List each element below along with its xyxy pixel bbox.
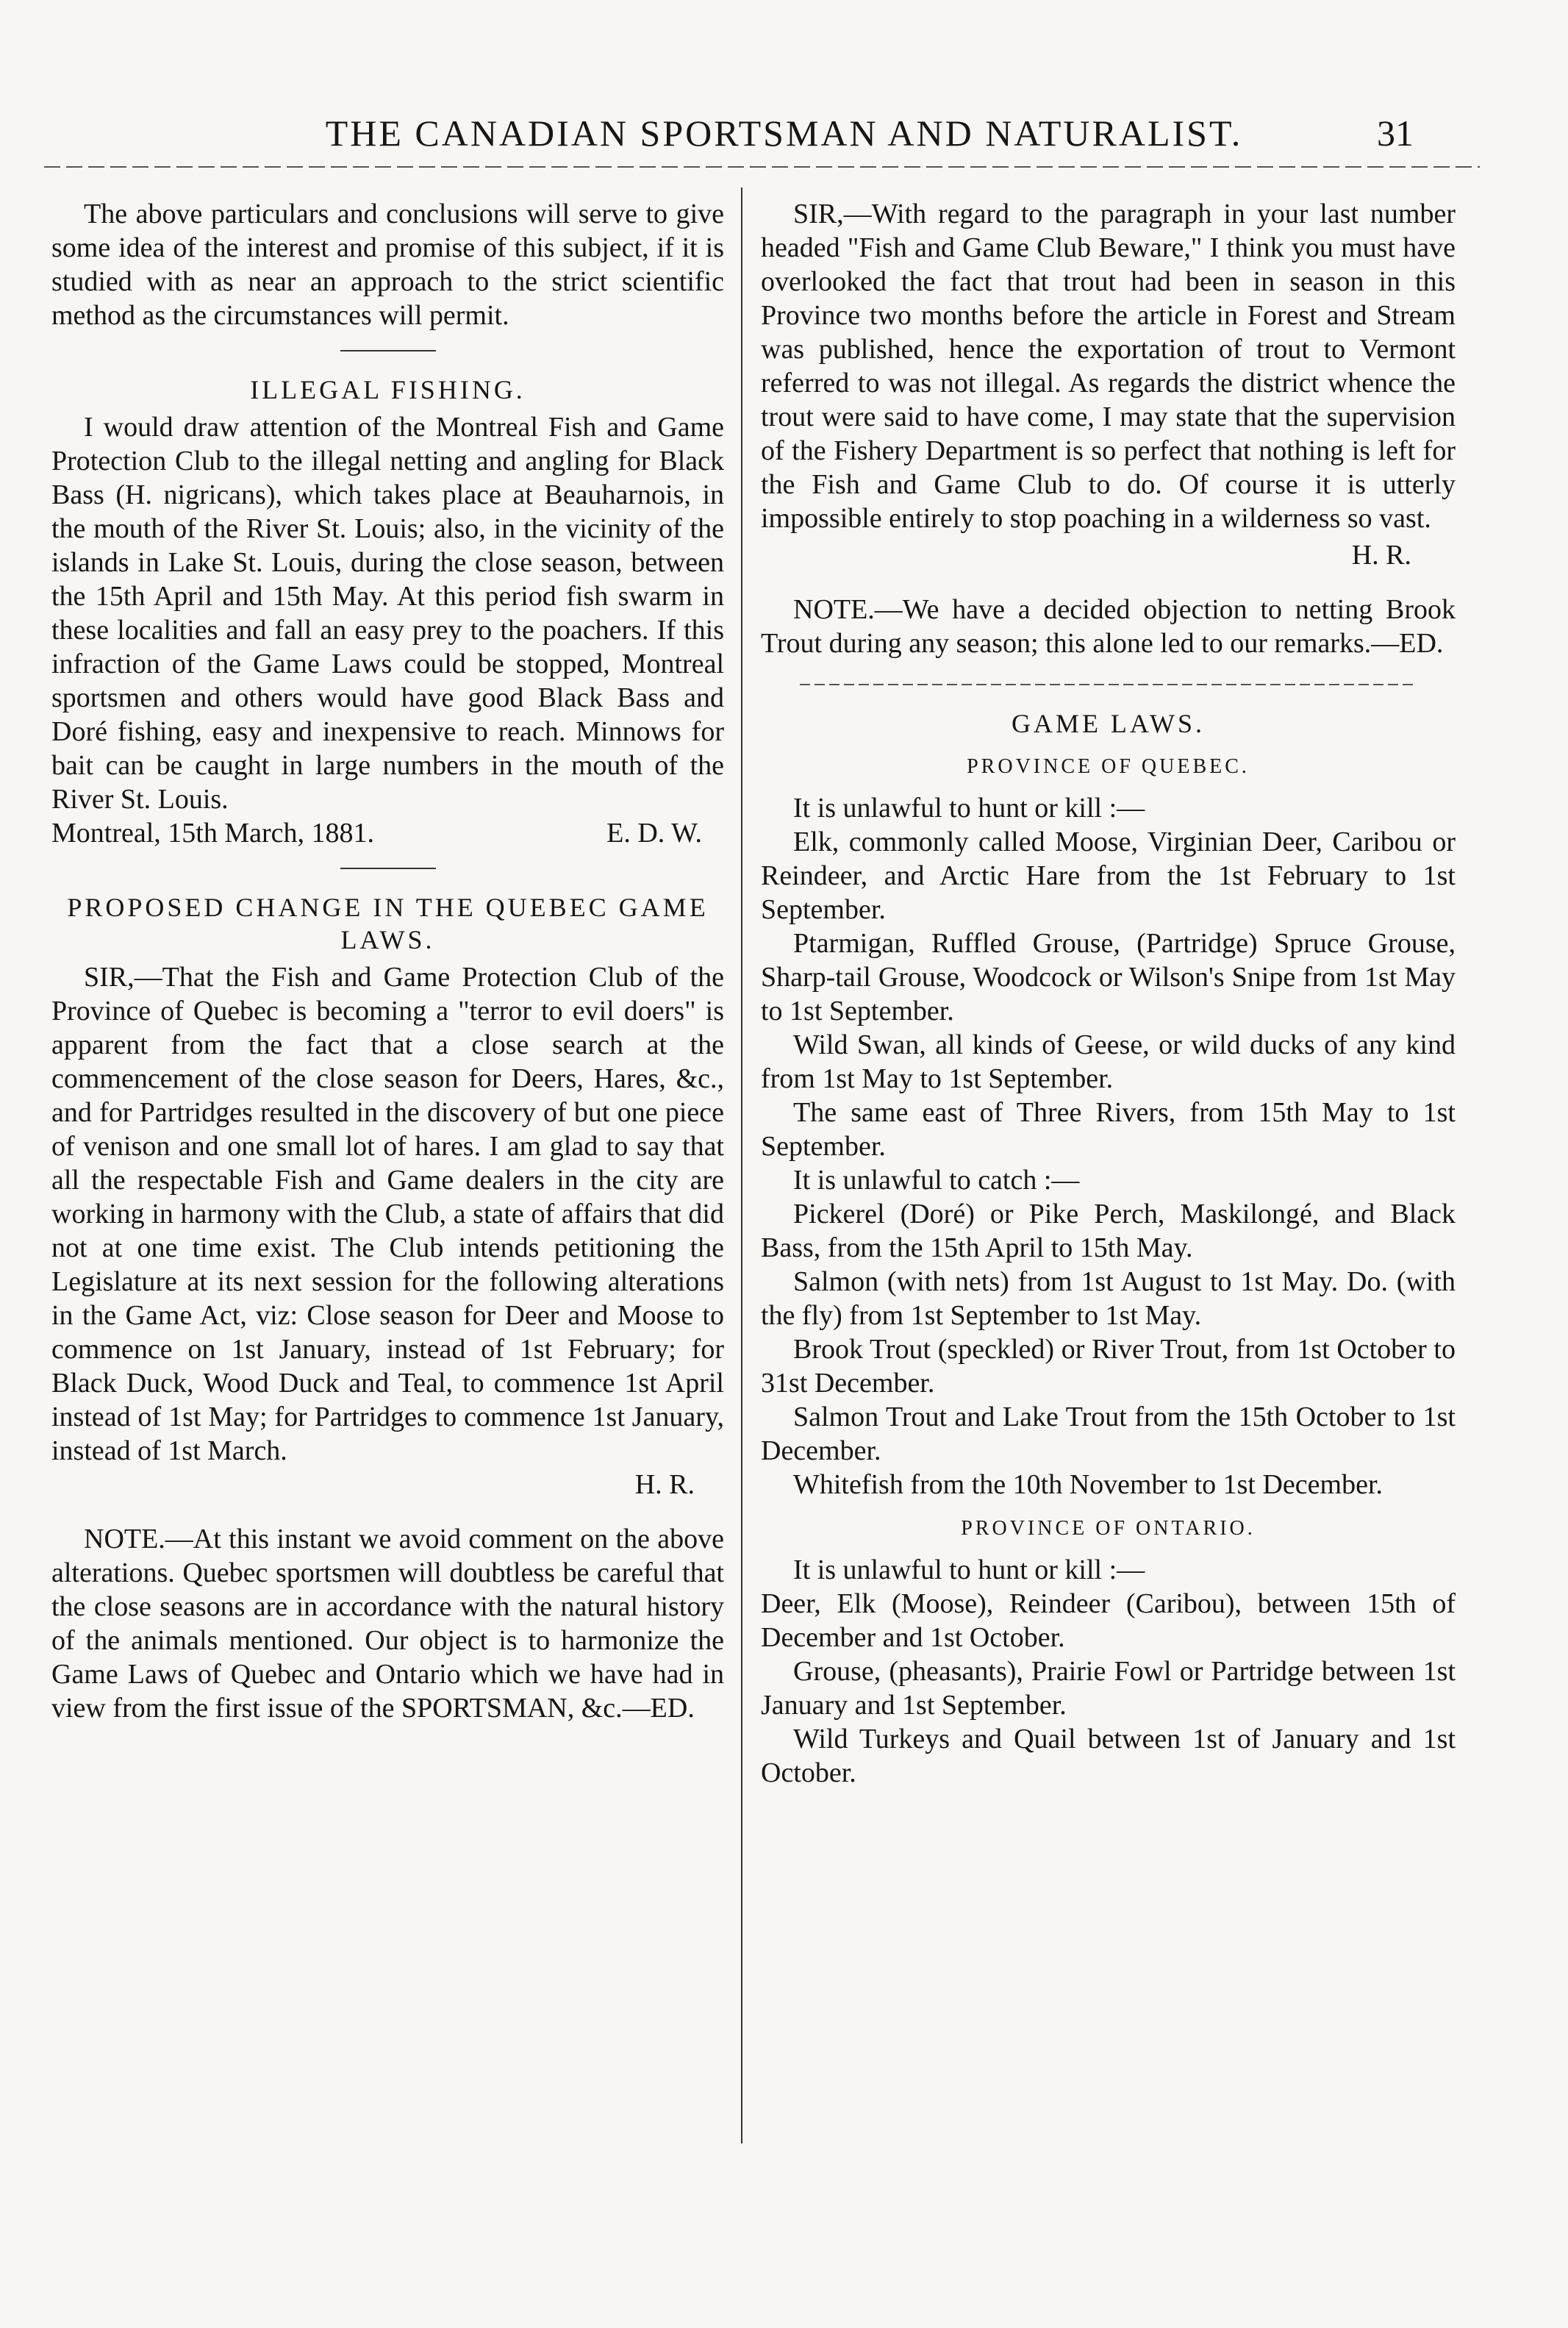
quebec-rule-8: Salmon Trout and Lake Trout from the 15th October to 1st December. xyxy=(761,1402,1456,1466)
section-rule xyxy=(800,684,1417,685)
illegal-fishing-paragraph: I would draw attention of the Montreal Fish and Game Protection Club to the illegal netting and angling for Black Bass (H. nigricans), which takes place at Beauharnois, in the mouth of the River St. Louis; also, in the vicinity of the islands in Lake St. Louis, during the close season, between the 15th April and 15th May. At this period fish swarm in these localities and fall an easy prey to the poachers. If this infraction of the Game Laws could be stopped, Montreal sportsmen and others would have good Black Bass and Doré fishing, easy and inexpensive to reach. Minnows for bait can be caught in large numbers in the mouth of the River St. Louis. xyxy=(51,412,724,815)
section-rule xyxy=(340,350,436,351)
illegal-fishing-signature: E. D. W. xyxy=(606,818,702,849)
header-rule xyxy=(44,166,1480,168)
page-number: 31 xyxy=(1377,113,1414,154)
quebec-rule-5: Pickerel (Doré) or Pike Perch, Maskilongé, and Black Bass, from the 15th April to 15th May. xyxy=(761,1199,1456,1263)
proposed-change-note: NOTE.—At this instant we avoid comment on the above alterations. Quebec sportsmen will doubtless be careful that the close seasons are in accordance with the natural history of the animals mentioned. Our object is to harmonize the Game Laws of Quebec and Ontario which we have had in view from the first issue of the SPORTSMAN, &c.—ED. xyxy=(51,1524,724,1724)
proposed-change-paragraph: SIR,—That the Fish and Game Protection Club of the Province of Quebec is becoming a "terror to evil doers" is apparent from the fact that a close search at the commencement of the close season for Deers, Hares, &c., and for Partridges resulted in the discovery of but one piece of venison and one small lot of hares. I am glad to say that all the respectable Fish and Game dealers in the city are working in harmony with the Club, a state of affairs that did not at one time exist. The Club intends petitioning the Legislature at its next session for the following alterations in the Game Act, viz: Close season for Deer and Moose to commence on 1st January, instead of 1st February; for Black Duck, Wood Duck and Teal, to commence 1st April instead of 1st May; for Partridges to commence 1st January, instead of 1st March. xyxy=(51,962,724,1466)
column-divider xyxy=(741,188,742,2143)
quebec-rule-4: The same east of Three Rivers, from 15th May to 1st September. xyxy=(761,1097,1456,1162)
intro-paragraph: The above particulars and conclusions will serve to give some idea of the interest and promise of this subject, if it is studied with as near an approach to the strict scientific method as the circumstances will permit. xyxy=(51,199,724,331)
quebec-hunt-intro: It is unlawful to hunt or kill :— xyxy=(793,793,1145,824)
ontario-rule-3: Wild Turkeys and Quail between 1st of January and 1st October. xyxy=(761,1724,1456,1788)
quebec-rule-7: Brook Trout (speckled) or River Trout, from 1st October to 31st December. xyxy=(761,1334,1456,1399)
ontario-rule-2: Grouse, (pheasants), Prairie Fowl or Partridge between 1st January and 1st September. xyxy=(761,1656,1456,1721)
letter-paragraph: SIR,—With regard to the paragraph in your last number headed "Fish and Game Club Beware," I think you must have overlooked the fact that trout had been in season in this Province two months before the article in Forest and Stream was published, hence the exportation of trout to Vermont referred to was not illegal. As regards the district whence the trout were said to have come, I may state that the supervision of the Fishery Department is so perfect that nothing is left for the Fish and Game Club to do. Of course it is utterly impossible entirely to stop poaching in a wilderness so vast. xyxy=(761,199,1456,534)
illegal-fishing-dateline xyxy=(51,816,724,850)
quebec-rule-1: Elk, commonly called Moose, Virginian Deer, Caribou or Reindeer, and Arctic Hare from the 1st February to 1st September. xyxy=(761,826,1456,925)
left-column xyxy=(51,197,724,1725)
ontario-rule-1: Deer, Elk (Moose), Reindeer (Caribou), between 15th of December and 1st October. xyxy=(761,1588,1456,1653)
quebec-heading: PROVINCE OF QUEBEC. xyxy=(967,755,1250,778)
quebec-rule-2: Ptarmigan, Ruffled Grouse, (Partridge) Spruce Grouse, Sharp-tail Grouse, Woodcock or Wilson's Snipe from 1st May to 1st September. xyxy=(761,928,1456,1026)
journal-title: THE CANADIAN SPORTSMAN AND NATURALIST. xyxy=(325,113,1243,154)
proposed-change-heading: PROPOSED CHANGE IN THE QUEBEC GAME LAWS. xyxy=(67,893,709,954)
letter-note: NOTE.—We have a decided objection to netting Brook Trout during any season; this alone led to our remarks.—ED. xyxy=(761,594,1456,659)
illegal-fishing-date: Montreal, 15th March, 1881. xyxy=(51,818,375,849)
quebec-rule-6: Salmon (with nets) from 1st August to 1st May. Do. (with the fly) from 1st September to 1st May. xyxy=(761,1266,1456,1331)
right-column xyxy=(761,197,1456,1790)
quebec-rule-3: Wild Swan, all kinds of Geese, or wild ducks of any kind from 1st May to 1st September. xyxy=(761,1029,1456,1094)
ontario-hunt-intro: It is unlawful to hunt or kill :— xyxy=(793,1554,1145,1585)
quebec-rule-9: Whitefish from the 10th November to 1st December. xyxy=(793,1469,1383,1500)
section-rule xyxy=(340,868,436,869)
game-laws-heading: GAME LAWS. xyxy=(1011,709,1206,738)
ontario-heading: PROVINCE OF ONTARIO. xyxy=(961,1517,1256,1540)
proposed-change-signature: H. R. xyxy=(634,1469,695,1500)
letter-signature: H. R. xyxy=(1351,540,1411,571)
running-header xyxy=(44,112,1524,163)
quebec-catch-intro: It is unlawful to catch :— xyxy=(793,1165,1080,1196)
illegal-fishing-heading: ILLEGAL FISHING. xyxy=(250,375,526,404)
